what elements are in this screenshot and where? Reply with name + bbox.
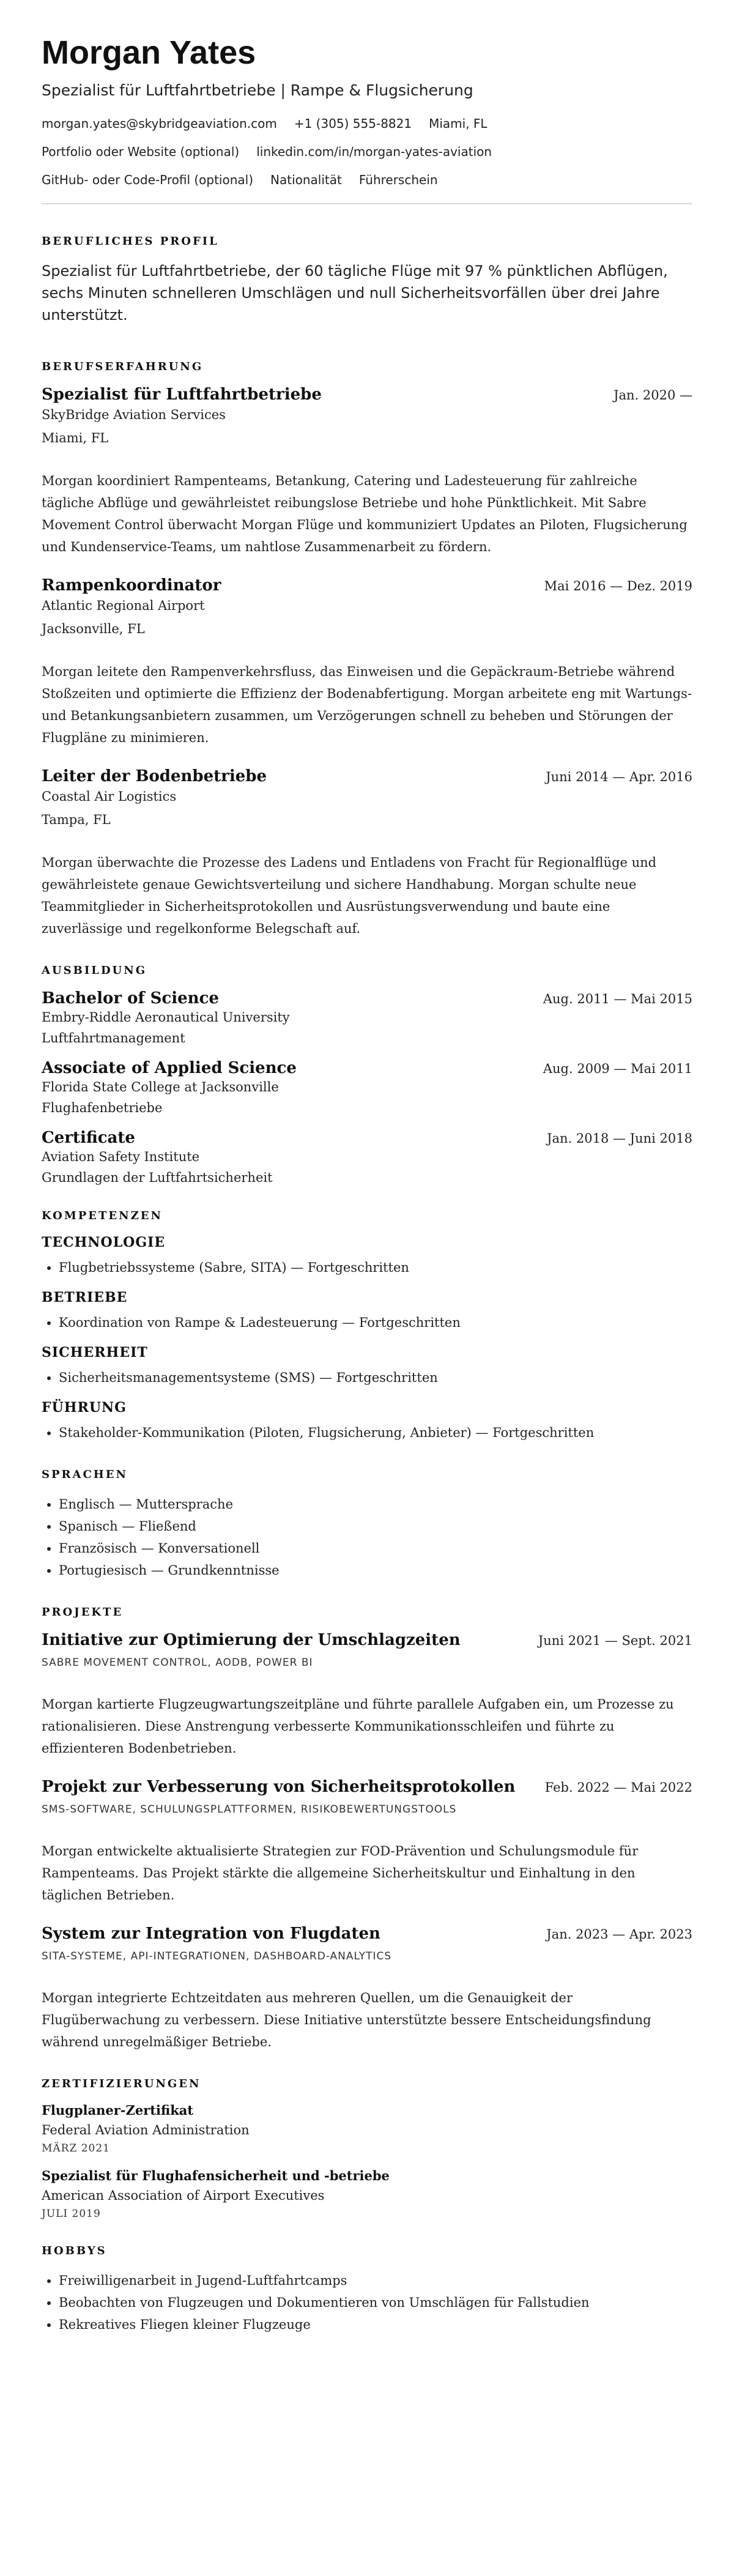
skills-heading: KOMPETENZEN bbox=[42, 1209, 163, 1222]
education-entry bbox=[42, 1059, 692, 1115]
project-description: Morgan kartierte Flugzeugwartungszeitpläne und führte parallele Aufgaben ein, um Prozesse zu rationalisieren. Diese Anstrengung verbesserte Kommunikationsschleifen und führte zu effizienteren Bodenbetrieben. bbox=[42, 1696, 674, 1756]
certification-entry bbox=[42, 2168, 692, 2220]
skill-item: • Sicherheitsmanagementsysteme (SMS) — Fortgeschritten bbox=[59, 1367, 692, 1389]
job-dates: Mai 2016 — Dez. 2019 bbox=[544, 578, 692, 593]
job-employer: Coastal Air Logistics bbox=[42, 789, 177, 804]
contact-row-3 bbox=[42, 173, 692, 187]
certifications-heading: ZERTIFIZIERUNGEN bbox=[42, 2077, 201, 2090]
job-title: Leiter der Bodenbetriebe bbox=[42, 766, 267, 785]
job-description: Morgan koordiniert Rampenteams, Betankung, Catering und Ladesteuerung für zahlreiche tägliche Abflüge und gewährleistet reibungslose Betriebe und hohe Pünktlichkeit. Mit Sabre Movement Control überwacht Morgan Flüge und kommuniziert Updates an Piloten, Flugsicherung und Kundenservice-Teams, um nahtlose Zusammenarbeit zu fördern. bbox=[42, 473, 688, 554]
project-description: Morgan entwickelte aktualisierte Strategien zur FOD-Prävention und Schulungsmodule für Rampenteams. Das Projekt stärkte die allgemeine Sicherheitskultur und Einhaltung in den täglichen Betrieben. bbox=[42, 1843, 639, 1902]
job-location: Miami, FL bbox=[42, 430, 109, 445]
skill-category: SICHERHEIT bbox=[42, 1344, 148, 1360]
job-description: Morgan leitete den Rampenverkehrsfluss, das Einweisen und die Gepäckraum-Betriebe während Stoßzeiten und optimierte die Effizienz der Bodenabfertigung. Morgan arbeitete eng mit Wartungs- und Betankungsanbietern zusammen, um Verzögerungen schnell zu beheben und Störungen der Flugpläne zu minimieren. bbox=[42, 664, 692, 745]
project-dates: Jan. 2023 — Apr. 2023 bbox=[546, 1926, 692, 1942]
hobbies-section bbox=[42, 2244, 692, 2336]
projects-heading: PROJEKTE bbox=[42, 1605, 124, 1619]
contact-linkedin[interactable]: linkedin.com/in/morgan-yates-aviation bbox=[256, 144, 492, 159]
skill-item: • Flugbetriebssysteme (Sabre, SITA) — Fortgeschritten bbox=[59, 1256, 692, 1279]
contact-license: Führerschein bbox=[358, 172, 438, 187]
skills-section bbox=[42, 1209, 692, 1444]
skill-list bbox=[42, 1367, 692, 1389]
education-entry bbox=[42, 989, 692, 1045]
school-name: Florida State College at Jacksonville bbox=[42, 1079, 279, 1094]
certification-issuer: Federal Aviation Administration bbox=[42, 2122, 250, 2137]
project-name: System zur Integration von Flugdaten bbox=[42, 1924, 380, 1943]
certification-date: JULI 2019 bbox=[42, 2207, 101, 2220]
degree-name: Bachelor of Science bbox=[42, 989, 219, 1008]
study-field: Flughafenbetriebe bbox=[42, 1100, 163, 1115]
contact-portfolio[interactable]: Portfolio oder Website (optional) bbox=[42, 144, 240, 159]
certifications-section bbox=[42, 2077, 692, 2220]
languages-heading: SPRACHEN bbox=[42, 1468, 128, 1481]
project-tech: SITA-SYSTEME, API-INTEGRATIONEN, DASHBOARD-ANALYTICS bbox=[42, 1950, 392, 1962]
experience-entry bbox=[42, 576, 692, 749]
degree-name: Associate of Applied Science bbox=[42, 1058, 297, 1077]
contact-github[interactable]: GitHub- oder Code-Profil (optional) bbox=[42, 172, 254, 187]
job-description: Morgan überwachte die Prozesse des Ladens und Entladens von Fracht für Regionalflüge und gewährleistete genaue Gewichtsverteilung und sichere Handhabung. Morgan schulte neue Teammitglieder in Sicherheitsprotokollen und Ausrüstungsverwendung und baute eine zuverlässige und regelkonforme Belegschaft auf. bbox=[42, 855, 657, 936]
skill-item: • Koordination von Rampe & Ladesteuerung — Fortgeschritten bbox=[59, 1312, 692, 1334]
contact-email[interactable]: morgan.yates@skybridgeaviation.com bbox=[42, 116, 277, 131]
hobby-item: • Rekreatives Fliegen kleiner Flugzeuge bbox=[59, 2314, 692, 2336]
study-field: Luftfahrtmanagement bbox=[42, 1030, 185, 1045]
project-name: Projekt zur Verbesserung von Sicherheitsprotokollen bbox=[42, 1777, 516, 1796]
profile-heading: BERUFLICHES PROFIL bbox=[42, 234, 219, 248]
skill-category: BETRIEBE bbox=[42, 1289, 128, 1305]
job-location: Tampa, FL bbox=[42, 812, 111, 827]
project-tech: SABRE MOVEMENT CONTROL, AODB, POWER BI bbox=[42, 1656, 313, 1669]
job-title: Spezialist für Luftfahrtbetriebe bbox=[42, 385, 322, 404]
language-item: • Englisch — Muttersprache bbox=[59, 1493, 692, 1515]
job-location: Jacksonville, FL bbox=[42, 621, 145, 636]
languages-section bbox=[42, 1468, 692, 1581]
job-dates: Jan. 2020 — bbox=[614, 387, 692, 403]
experience-heading: BERUFSERFAHRUNG bbox=[42, 360, 204, 373]
project-name: Initiative zur Optimierung der Umschlagzeiten bbox=[42, 1630, 461, 1649]
language-item: • Spanisch — Fließend bbox=[59, 1515, 692, 1537]
contact-row-2 bbox=[42, 144, 692, 159]
certification-date: MÄRZ 2021 bbox=[42, 2142, 110, 2155]
contact-nationality: Nationalität bbox=[270, 172, 342, 187]
contact-location: Miami, FL bbox=[429, 116, 487, 131]
project-entry bbox=[42, 1778, 692, 1906]
language-item: • Portugiesisch — Grundkenntnisse bbox=[59, 1559, 692, 1581]
skill-list bbox=[42, 1256, 692, 1279]
skill-list bbox=[42, 1312, 692, 1334]
education-section bbox=[42, 964, 692, 1185]
header-divider bbox=[42, 203, 692, 204]
project-entry bbox=[42, 1631, 692, 1759]
job-dates: Juni 2014 — Apr. 2016 bbox=[546, 769, 692, 784]
degree-dates: Aug. 2011 — Mai 2015 bbox=[543, 991, 692, 1006]
degree-dates: Aug. 2009 — Mai 2011 bbox=[543, 1061, 692, 1076]
candidate-title: Spezialist für Luftfahrtbetriebe | Rampe & Flugsicherung bbox=[42, 81, 473, 99]
language-list bbox=[42, 1493, 692, 1581]
job-employer: SkyBridge Aviation Services bbox=[42, 407, 226, 422]
education-heading: AUSBILDUNG bbox=[42, 963, 147, 977]
project-description: Morgan integrierte Echtzeitdaten aus mehreren Quellen, um die Genauigkeit der Flugüberwachung zu verbessern. Diese Initiative unterstützte bessere Entscheidungsfindung während unregelmäßiger Betriebe. bbox=[42, 1990, 651, 2049]
project-dates: Feb. 2022 — Mai 2022 bbox=[544, 1780, 692, 1795]
contact-phone[interactable]: +1 (305) 555-8821 bbox=[294, 116, 412, 131]
education-entry bbox=[42, 1129, 692, 1185]
experience-entry bbox=[42, 385, 692, 558]
language-item: • Französisch — Konversationell bbox=[59, 1537, 692, 1559]
profile-summary: Spezialist für Luftfahrtbetriebe, der 60 tägliche Flüge mit 97 % pünktlichen Abflügen, sechs Minuten schnelleren Umschlägen und null Sicherheitsvorfällen über drei Jahre unterstützt. bbox=[42, 262, 668, 324]
degree-name: Certificate bbox=[42, 1128, 135, 1147]
school-name: Aviation Safety Institute bbox=[42, 1149, 200, 1164]
hobbies-heading: HOBBYS bbox=[42, 2244, 107, 2257]
certification-name: Flugplaner-Zertifikat bbox=[42, 2102, 194, 2118]
contact-row-1 bbox=[42, 116, 692, 131]
job-employer: Atlantic Regional Airport bbox=[42, 598, 205, 613]
hobby-item: • Beobachten von Flugzeugen und Dokumentieren von Umschlägen für Fallstudien bbox=[59, 2292, 692, 2314]
experience-section bbox=[42, 360, 692, 940]
school-name: Embry-Riddle Aeronautical University bbox=[42, 1009, 290, 1025]
project-entry bbox=[42, 1925, 692, 2053]
hobby-item: • Freiwilligenarbeit in Jugend-Luftfahrtcamps bbox=[59, 2270, 692, 2292]
skill-category: TECHNOLOGIE bbox=[42, 1234, 166, 1250]
certification-issuer: American Association of Airport Executives bbox=[42, 2188, 325, 2203]
project-tech: SMS-SOFTWARE, SCHULUNGSPLATTFORMEN, RISIKOBEWERTUNGSTOOLS bbox=[42, 1803, 457, 1816]
skill-item: • Stakeholder-Kommunikation (Piloten, Flugsicherung, Anbieter) — Fortgeschritten bbox=[59, 1422, 692, 1444]
projects-section bbox=[42, 1606, 692, 2053]
job-title: Rampenkoordinator bbox=[42, 576, 221, 595]
certification-entry bbox=[42, 2103, 692, 2155]
profile-section bbox=[42, 235, 692, 326]
study-field: Grundlagen der Luftfahrtsicherheit bbox=[42, 1170, 273, 1185]
degree-dates: Jan. 2018 — Juni 2018 bbox=[547, 1130, 692, 1146]
skill-category: FÜHRUNG bbox=[42, 1399, 127, 1416]
certification-name: Spezialist für Flughafensicherheit und -betriebe bbox=[42, 2167, 390, 2183]
skill-list bbox=[42, 1422, 692, 1444]
experience-entry bbox=[42, 767, 692, 940]
hobby-list bbox=[42, 2270, 692, 2336]
candidate-name: Morgan Yates bbox=[42, 34, 256, 71]
project-dates: Juni 2021 — Sept. 2021 bbox=[538, 1633, 692, 1648]
